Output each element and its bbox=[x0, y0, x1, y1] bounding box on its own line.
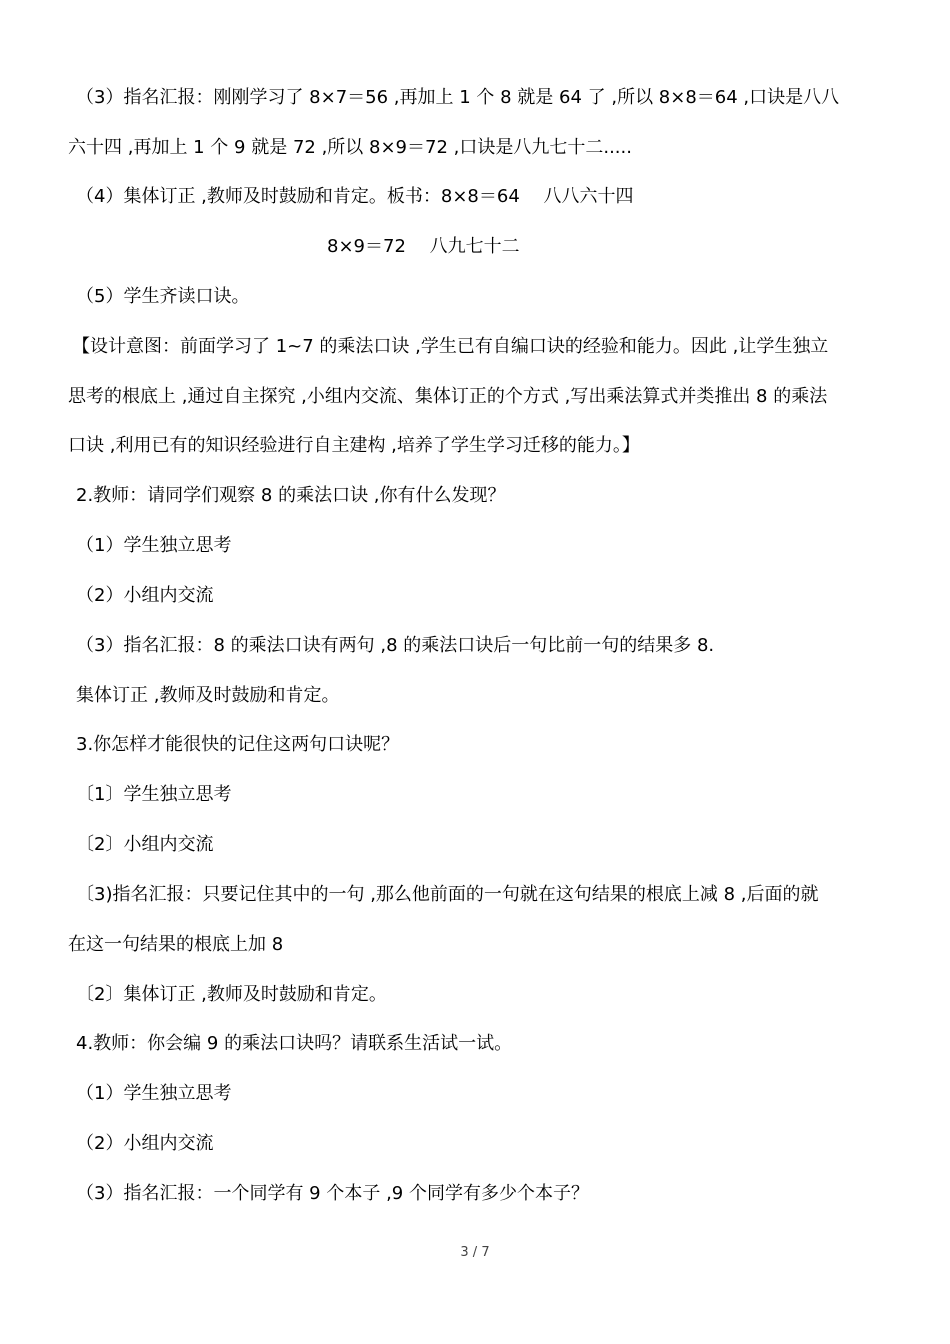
text-line-19: 〔2〕集体订正 ,教师及时鼓励和肯定。 bbox=[76, 984, 387, 1005]
text-line-13: 集体订正 ,教师及时鼓励和肯定。 bbox=[76, 685, 340, 706]
text-line-21: （1）学生独立思考 bbox=[76, 1083, 232, 1104]
text-line-20: 4.教师：你会编 9 的乘法口诀吗？请联系生活试一试。 bbox=[76, 1033, 513, 1054]
text-line-12: （3）指名汇报：8 的乘法口诀有两句 ,8 的乘法口诀后一句比前一句的结果多 8. bbox=[76, 635, 715, 656]
text-line-17: 〔3)指名汇报：只要记住其中的一句 ,那么他前面的一句就在这句结果的根底上减 8 ,后面的就 bbox=[76, 884, 819, 905]
design-intent-line-2: 思考的根底上 ,通过自主探究 ,小组内交流、集体订正的个方式 ,写出乘法算式并类推出 8 的乘法 bbox=[68, 386, 828, 407]
design-intent-line-1: 【设计意图：前面学习了 1~7 的乘法口诀 ,学生已有自编口诀的经验和能力。因此 ,让学生独立 bbox=[72, 336, 829, 357]
text-line-14: 3.你怎样才能很快的记住这两句口诀呢？ bbox=[76, 734, 400, 755]
text-line-15: 〔1〕学生独立思考 bbox=[76, 784, 232, 805]
text-line-2: 六十四 ,再加上 1 个 9 就是 72 ,所以 8×9＝72 ,口诀是八九七十二..... bbox=[68, 137, 632, 158]
page-number: 3 / 7 bbox=[460, 1245, 490, 1260]
text-line-16: 〔2〕小组内交流 bbox=[76, 834, 214, 855]
text-line-11: （2）小组内交流 bbox=[76, 585, 214, 606]
text-line-5: （5）学生齐读口诀。 bbox=[76, 286, 250, 307]
text-line-10: （1）学生独立思考 bbox=[76, 535, 232, 556]
design-intent-line-3: 口诀 ,利用已有的知识经验进行自主建构 ,培养了学生学习迁移的能力。】 bbox=[68, 435, 640, 456]
text-line-3: （4）集体订正 ,教师及时鼓励和肯定。板书：8×8＝64 八八六十四 bbox=[76, 186, 634, 207]
text-line-23: （3）指名汇报：一个同学有 9 个本子 ,9 个同学有多少个本子？ bbox=[76, 1183, 589, 1204]
text-line-1: （3）指名汇报：刚刚学习了 8×7＝56 ,再加上 1 个 8 就是 64 了 ,所以 8×8＝64 ,口诀是八八 bbox=[76, 87, 840, 108]
text-line-22: （2）小组内交流 bbox=[76, 1133, 214, 1154]
text-line-9: 2.教师：请同学们观察 8 的乘法口诀 ,你有什么发现？ bbox=[76, 485, 506, 506]
text-line-18: 在这一句结果的根底上加 8 bbox=[68, 934, 284, 955]
text-line-4: 8×9＝72 八九七十二 bbox=[327, 236, 520, 257]
